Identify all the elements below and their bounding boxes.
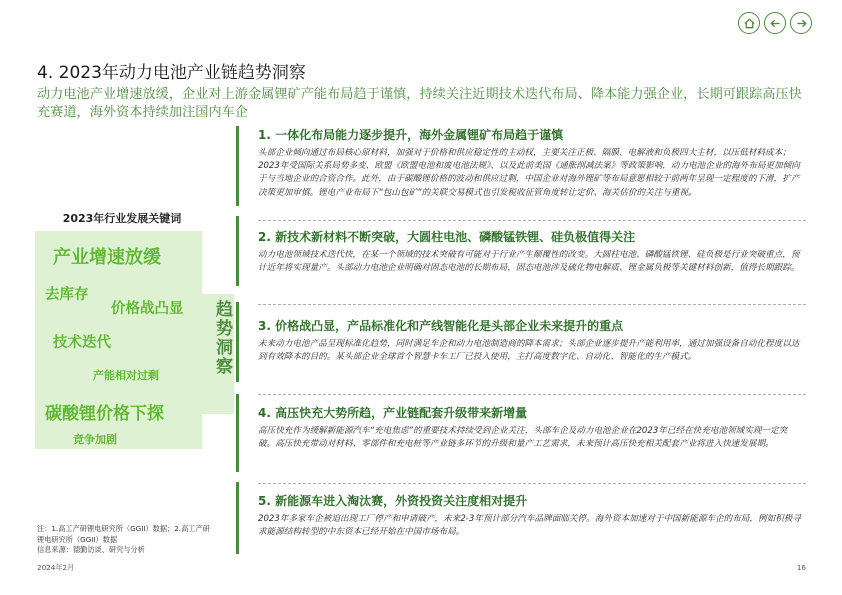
section-body: 高压快充作为缓解新能源汽车“充电焦虑”的重要技术持续受到企业关注，头部车企及动力电池企业在2023年已经在快充电池领域实现一定突破。高压快充带动对材料、零部件和充电桩等产业链多环节的升级和量产工艺需求，未来预计高压快充相关配套产业将进入快速发展期。: [258, 426, 788, 450]
keyword: 产能相对过剩: [93, 369, 159, 382]
source-footnote: 注：1.高工产研锂电研究所（GGII）数据；2.高工产研锂电研究所（GGII）数据 信息来源：德勤访谈、研究与分析: [37, 524, 210, 554]
keyword: 去库存: [45, 287, 89, 303]
insight-label: 趋势洞察: [212, 300, 232, 376]
arrow-left-icon[interactable]: [764, 12, 786, 34]
section-body: 头部企业倾向通过布局核心原材料，加强对于价格和供应稳定性的主动权，主要关注正极、隔膜、电解液和负极四大主材，以压低材料成本；2023年受国际关系局势多变、欧盟《欧盟电池和废电池法规》、以及此前美国《通胀削减法案》等政策影响，动力电池企业的海外布局更加倾向于与当地企业的合资合作。此外，由于碳酸锂价格的波动和供应过剩，中国企业对海外锂矿等布局意愿相较于前两年呈现一定程度的下滑，扩产决策更加审慎。锂电产业布局下“包山包矿”的关联交易模式也引发税收征管角度转让定价、海关估价的关注与重视。: [258, 148, 800, 198]
insight-section-4: [258, 405, 803, 451]
section-title: 2. 新技术新材料不断突破，大圆柱电池、磷酸锰铁锂、硅负极值得关注: [258, 230, 636, 244]
section-bracket: [236, 126, 240, 554]
insight-section-5: [258, 493, 803, 539]
home-icon[interactable]: [738, 12, 760, 34]
insight-section-3: [258, 318, 803, 364]
section-title: 5. 新能源车进入淘汰赛，外资投资关注度相对提升: [258, 494, 528, 508]
section-divider: [258, 394, 806, 395]
section-title: 3. 价格战凸显，产品标准化和产线智能化是头部企业未来提升的重点: [258, 319, 624, 333]
keyword: 碳酸锂价格下探: [45, 404, 164, 424]
section-body: 动力电池领域技术迭代快，在某一个领域的技术突破有可能对于行业产生颠覆性的改变。大圆柱电池、磷酸锰铁锂、硅负极是行业突破重点，预计近年将实现量产。头部动力电池企业明确对固态电池的长期布局，固态电池涉及硫化物电解质、锂金属负极等关键材料创新，值得长期跟踪。: [258, 250, 800, 274]
section-body: 2023年多家车企被迫出现工厂停产和申请破产，未来2-3年预计部分汽车品牌面临关停。海外资本加速对于中国新能源车企的布局，例如积极寻求能源结构转型的中东资本已经开始在中国市场布局。: [258, 514, 801, 538]
page-number: 16: [796, 563, 806, 572]
bracket-segment: [236, 482, 239, 554]
footer-date: 2024年2月: [37, 563, 75, 572]
section-divider: [258, 220, 806, 221]
page-title: 4. 2023年动力电池产业链趋势洞察: [37, 63, 306, 83]
bracket-segment: [236, 302, 239, 382]
keyword: 竞争加剧: [73, 433, 117, 446]
section-body: 未来动力电池产品呈现标准化趋势，同时满足车企和动力电池制造商的降本需求；头部企业逐步提升产能利用率，通过加强设备自动化程度以达到有效降本的目的。某头部企业全球首个智慧卡车工厂已投入使用，主打高度数字化、自动化、智能化的生产模式。: [258, 339, 800, 363]
insight-section-1: [258, 127, 803, 200]
keyword-cloud: [35, 231, 202, 449]
arrow-right-icon[interactable]: [790, 12, 812, 34]
section-divider: [258, 483, 806, 484]
bracket-segment: [236, 216, 239, 286]
bracket-segment: [236, 126, 239, 206]
section-divider: [258, 304, 806, 305]
nav-bar: [738, 12, 812, 34]
section-title: 1. 一体化布局能力逐步提升，海外金属锂矿布局趋于谨慎: [258, 128, 564, 142]
keyword: 技术迭代: [53, 335, 111, 351]
keyword: 产业增速放缓: [53, 247, 161, 268]
insight-section-2: [258, 229, 803, 275]
section-title: 4. 高压快充大势所趋，产业链配套升级带来新增量: [258, 406, 528, 420]
keywords-heading: 2023年行业发展关键词: [62, 212, 182, 225]
bracket-segment: [236, 394, 239, 472]
keyword: 价格战凸显: [111, 301, 184, 317]
page-subtitle: 动力电池产业增速放缓，企业对上游金属锂矿产能布局趋于谨慎，持续关注近期技术迭代布局、降本能力强企业，长期可跟踪高压快充赛道，海外资本持续加注国内车企: [37, 87, 802, 120]
